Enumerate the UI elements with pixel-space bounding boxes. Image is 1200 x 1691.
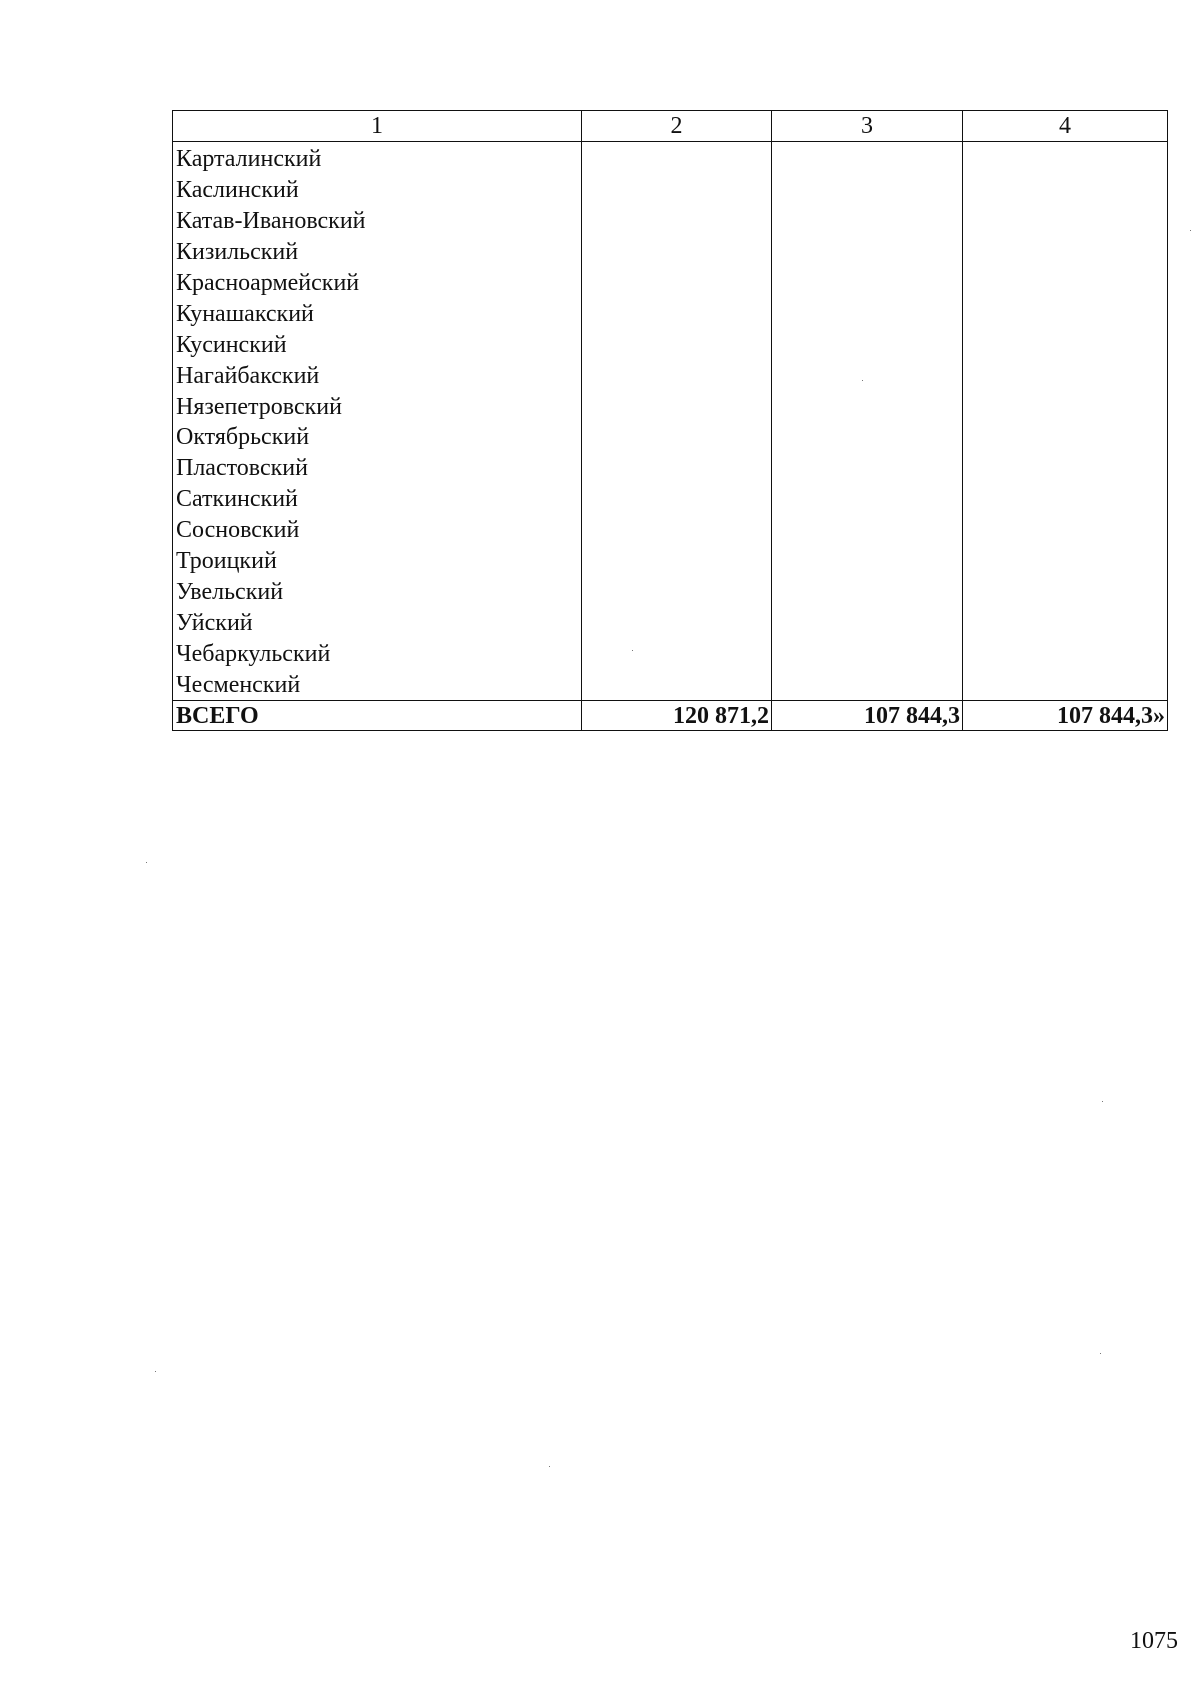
cell-col-4: [963, 329, 1168, 360]
cell-col-2: [582, 360, 772, 391]
table-row: [173, 360, 1168, 391]
table-row: [173, 453, 1168, 484]
district-name: Сосновский: [173, 515, 582, 546]
cell-col-4: [963, 298, 1168, 329]
table-row: [173, 268, 1168, 299]
scan-speck: [155, 1371, 156, 1372]
cell-col-4: [963, 576, 1168, 607]
cell-col-3: [772, 453, 963, 484]
cell-col-2: [582, 391, 772, 422]
cell-col-3: [772, 576, 963, 607]
scan-speck: [549, 1466, 550, 1467]
district-name: Катав-Ивановский: [173, 206, 582, 237]
cell-col-3: [772, 607, 963, 638]
total-row: [173, 701, 1168, 731]
district-name: Троицкий: [173, 546, 582, 577]
cell-col-2: [582, 453, 772, 484]
header-row: [173, 111, 1168, 142]
cell-col-4: [963, 607, 1168, 638]
cell-col-4: [963, 422, 1168, 453]
cell-col-3: [772, 638, 963, 669]
district-name: Кунашакский: [173, 298, 582, 329]
cell-col-4: [963, 175, 1168, 206]
cell-col-3: [772, 391, 963, 422]
column-header-2: 2: [582, 111, 772, 142]
cell-col-2: [582, 607, 772, 638]
cell-col-2: [582, 329, 772, 360]
cell-col-3: [772, 175, 963, 206]
cell-col-3: [772, 515, 963, 546]
scan-speck: [1190, 230, 1191, 231]
district-name: Нагайбакский: [173, 360, 582, 391]
cell-col-3: [772, 484, 963, 515]
cell-col-4: [963, 669, 1168, 700]
district-name: Карталинский: [173, 142, 582, 175]
cell-col-2: [582, 298, 772, 329]
district-name: Пластовский: [173, 453, 582, 484]
cell-col-4: [963, 453, 1168, 484]
district-name: Красноармейский: [173, 268, 582, 299]
cell-col-2: [582, 268, 772, 299]
total-col-3: 107 844,3: [772, 701, 963, 731]
cell-col-4: [963, 142, 1168, 175]
district-name: Каслинский: [173, 175, 582, 206]
cell-col-4: [963, 638, 1168, 669]
scan-speck: [1102, 1101, 1103, 1102]
total-col-2: 120 871,2: [582, 701, 772, 731]
cell-col-2: [582, 237, 772, 268]
cell-col-4: [963, 515, 1168, 546]
column-header-4: 4: [963, 111, 1168, 142]
column-header-3: 3: [772, 111, 963, 142]
district-name: Уйский: [173, 607, 582, 638]
district-name: Октябрьский: [173, 422, 582, 453]
scan-speck: [1100, 1353, 1101, 1354]
cell-col-4: [963, 206, 1168, 237]
table-row: [173, 329, 1168, 360]
cell-col-3: [772, 546, 963, 577]
table-row: [173, 391, 1168, 422]
cell-col-3: [772, 298, 963, 329]
district-name: Саткинский: [173, 484, 582, 515]
cell-col-2: [582, 638, 772, 669]
cell-col-4: [963, 360, 1168, 391]
district-name: Чесменский: [173, 669, 582, 700]
cell-col-3: [772, 237, 963, 268]
cell-col-3: [772, 268, 963, 299]
cell-col-2: [582, 515, 772, 546]
cell-col-3: [772, 360, 963, 391]
cell-col-4: [963, 237, 1168, 268]
cell-col-2: [582, 546, 772, 577]
table-row: [173, 576, 1168, 607]
cell-col-4: [963, 391, 1168, 422]
cell-col-2: [582, 422, 772, 453]
page-number: 1075: [1130, 1628, 1178, 1654]
table-row: [173, 638, 1168, 669]
cell-col-4: [963, 546, 1168, 577]
scan-speck: [632, 650, 633, 651]
cell-col-2: [582, 206, 772, 237]
table-row: [173, 515, 1168, 546]
total-label: ВСЕГО: [173, 701, 582, 731]
table-row: [173, 607, 1168, 638]
cell-col-4: [963, 484, 1168, 515]
table-row: [173, 298, 1168, 329]
table-row: [173, 546, 1168, 577]
scan-speck: [862, 380, 863, 381]
column-header-1: 1: [173, 111, 582, 142]
districts-table: [172, 110, 1168, 731]
total-col-4: 107 844,3»: [963, 701, 1168, 731]
district-name: Нязепетровский: [173, 391, 582, 422]
cell-col-2: [582, 175, 772, 206]
table-row: [173, 669, 1168, 700]
cell-col-2: [582, 142, 772, 175]
cell-col-3: [772, 329, 963, 360]
table-row: [173, 175, 1168, 206]
scan-speck: [146, 862, 147, 863]
cell-col-4: [963, 268, 1168, 299]
table-row: [173, 142, 1168, 175]
district-name: Кизильский: [173, 237, 582, 268]
cell-col-2: [582, 669, 772, 700]
district-name: Кусинский: [173, 329, 582, 360]
table-row: [173, 237, 1168, 268]
cell-col-3: [772, 669, 963, 700]
cell-col-3: [772, 206, 963, 237]
cell-col-2: [582, 576, 772, 607]
district-name: Чебаркульский: [173, 638, 582, 669]
cell-col-3: [772, 142, 963, 175]
table-row: [173, 206, 1168, 237]
district-name: Увельский: [173, 576, 582, 607]
cell-col-3: [772, 422, 963, 453]
table-row: [173, 422, 1168, 453]
table-row: [173, 484, 1168, 515]
cell-col-2: [582, 484, 772, 515]
